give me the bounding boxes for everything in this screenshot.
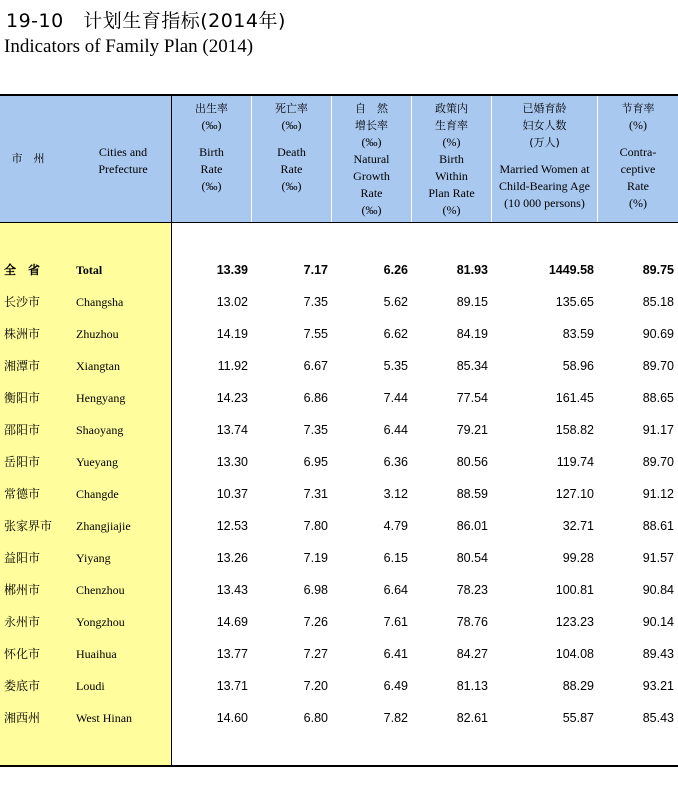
cell-birth: 13.43 bbox=[216, 583, 248, 597]
table-row bbox=[0, 510, 678, 542]
header-birth-zh: 出生率 bbox=[195, 102, 228, 115]
cell-contra: 90.14 bbox=[642, 615, 674, 629]
header-city-en bbox=[80, 144, 166, 180]
city-name-en: West Hinan bbox=[76, 711, 133, 725]
table-row bbox=[0, 542, 678, 574]
cell-death: 7.26 bbox=[303, 615, 328, 629]
cell-death: 6.67 bbox=[303, 359, 328, 373]
cell-policy: 88.59 bbox=[456, 487, 488, 501]
header-natural-zh2: 增长率 bbox=[355, 119, 388, 132]
cell-birth: 14.69 bbox=[216, 615, 248, 629]
cell-death: 6.98 bbox=[303, 583, 328, 597]
cell-death: 6.95 bbox=[303, 455, 328, 469]
cell-married: 83.59 bbox=[562, 327, 594, 341]
city-name-cn: 永州市 bbox=[4, 615, 41, 629]
cell-contra: 91.57 bbox=[642, 551, 674, 565]
header-policy-en2: Within bbox=[435, 169, 468, 183]
header-birth-rate bbox=[172, 100, 251, 226]
header-contra-unit: (%) bbox=[629, 118, 647, 132]
cell-natural: 5.62 bbox=[383, 295, 408, 309]
cell-married: 158.82 bbox=[555, 423, 594, 437]
city-name-en: Huaihua bbox=[76, 647, 117, 661]
cell-death: 7.17 bbox=[303, 263, 328, 277]
header-death-rate bbox=[252, 100, 331, 226]
cell-natural: 7.44 bbox=[383, 391, 408, 405]
city-name-en: Loudi bbox=[76, 679, 105, 693]
cell-married: 104.08 bbox=[555, 647, 594, 661]
cell-contra: 89.70 bbox=[642, 455, 674, 469]
cell-contra: 93.21 bbox=[642, 679, 674, 693]
city-name-cn: 张家界市 bbox=[4, 519, 53, 533]
cell-birth: 13.39 bbox=[216, 263, 248, 277]
cell-death: 6.86 bbox=[303, 391, 328, 405]
cell-contra: 89.70 bbox=[642, 359, 674, 373]
cell-contra: 85.43 bbox=[642, 711, 674, 725]
cell-contra: 90.84 bbox=[642, 583, 674, 597]
header-policy-unit: (%) bbox=[442, 135, 461, 149]
cell-death: 6.80 bbox=[303, 711, 328, 725]
cell-married: 32.71 bbox=[562, 519, 594, 533]
cell-natural: 6.44 bbox=[383, 423, 408, 437]
header-policy-zh1: 政策内 bbox=[435, 102, 468, 115]
cell-birth: 13.77 bbox=[216, 647, 248, 661]
city-name-en: Total bbox=[76, 263, 103, 277]
table-row bbox=[0, 318, 678, 350]
cell-policy: 78.23 bbox=[456, 583, 488, 597]
cell-contra: 89.43 bbox=[642, 647, 674, 661]
cell-policy: 79.21 bbox=[456, 423, 488, 437]
cell-married: 123.23 bbox=[555, 615, 594, 629]
header-contra-en3: Rate bbox=[627, 179, 649, 193]
city-name-en: Hengyang bbox=[76, 391, 126, 405]
cell-natural: 6.49 bbox=[383, 679, 408, 693]
city-name-en: Xiangtan bbox=[76, 359, 120, 373]
cell-death: 7.35 bbox=[303, 423, 328, 437]
cell-natural: 6.26 bbox=[383, 263, 408, 277]
cell-policy: 85.34 bbox=[456, 359, 488, 373]
cell-policy: 80.54 bbox=[456, 551, 488, 565]
cell-birth: 13.71 bbox=[216, 679, 248, 693]
cell-death: 7.27 bbox=[303, 647, 328, 661]
cell-contra: 91.17 bbox=[642, 423, 674, 437]
cell-natural: 3.12 bbox=[383, 487, 408, 501]
cell-contra: 89.75 bbox=[642, 263, 674, 277]
city-name-cn: 湘西州 bbox=[4, 711, 41, 725]
header-policy-en1: Birth bbox=[439, 152, 464, 166]
cell-contra: 90.69 bbox=[642, 327, 674, 341]
header-married-en1: Married Women at bbox=[499, 162, 590, 176]
table-row bbox=[0, 446, 678, 478]
cell-married: 100.81 bbox=[555, 583, 594, 597]
table-row bbox=[0, 350, 678, 382]
city-name-cn: 娄底市 bbox=[4, 679, 41, 693]
page-title-cn: 19-10 计划生育指标(2014年) bbox=[6, 10, 286, 32]
cell-birth: 12.53 bbox=[216, 519, 248, 533]
header-contra-en2: ceptive bbox=[620, 162, 656, 176]
city-name-en: Yongzhou bbox=[76, 615, 125, 629]
city-name-cn: 全 省 bbox=[4, 263, 41, 277]
header-natural-en2: Growth bbox=[353, 169, 390, 183]
cell-policy: 78.76 bbox=[456, 615, 488, 629]
cell-natural: 7.61 bbox=[383, 615, 408, 629]
city-name-cn: 湘潭市 bbox=[4, 359, 41, 373]
header-married-zh2: 妇女人数 bbox=[522, 119, 567, 132]
table-row bbox=[0, 606, 678, 638]
header-birth-en2: Rate bbox=[200, 162, 223, 176]
table-row-total bbox=[0, 254, 678, 286]
header-death-unit: (‰) bbox=[281, 118, 302, 132]
cell-natural: 6.15 bbox=[383, 551, 408, 565]
cell-contra: 91.12 bbox=[642, 487, 674, 501]
header-death-en-unit: (‰) bbox=[281, 179, 302, 193]
cell-natural: 6.64 bbox=[383, 583, 408, 597]
city-name-en: Changsha bbox=[76, 295, 124, 309]
cell-birth: 13.30 bbox=[216, 455, 248, 469]
city-name-cn: 岳阳市 bbox=[4, 455, 41, 469]
table-row bbox=[0, 382, 678, 414]
cell-death: 7.80 bbox=[303, 519, 328, 533]
cell-married: 99.28 bbox=[562, 551, 594, 565]
table-row bbox=[0, 286, 678, 318]
cell-married: 1449.58 bbox=[548, 263, 594, 277]
cell-natural: 4.79 bbox=[383, 519, 408, 533]
header-married-women bbox=[492, 100, 597, 226]
city-name-cn: 常德市 bbox=[4, 487, 41, 501]
cell-birth: 13.74 bbox=[216, 423, 248, 437]
cell-death: 7.20 bbox=[303, 679, 328, 693]
cell-married: 58.96 bbox=[562, 359, 594, 373]
table-bottom-rule bbox=[0, 765, 678, 767]
cell-natural: 6.62 bbox=[383, 327, 408, 341]
cell-policy: 77.54 bbox=[456, 391, 488, 405]
city-name-en: Chenzhou bbox=[76, 583, 125, 597]
cell-contra: 85.18 bbox=[642, 295, 674, 309]
header-natural-en1: Natural bbox=[353, 152, 390, 166]
cell-policy: 89.15 bbox=[456, 295, 488, 309]
header-natural-en-unit: (‰) bbox=[361, 203, 382, 217]
cell-married: 55.87 bbox=[562, 711, 594, 725]
cell-policy: 81.13 bbox=[456, 679, 488, 693]
cell-death: 7.31 bbox=[303, 487, 328, 501]
table-row bbox=[0, 670, 678, 702]
city-name-cn: 怀化市 bbox=[4, 647, 41, 661]
cell-death: 7.55 bbox=[303, 327, 328, 341]
header-city-cn-text: 市 州 bbox=[11, 152, 45, 165]
header-death-en1: Death bbox=[277, 145, 306, 159]
table-row bbox=[0, 574, 678, 606]
cell-birth: 11.92 bbox=[217, 359, 248, 373]
cell-birth: 14.19 bbox=[216, 327, 248, 341]
cell-married: 119.74 bbox=[556, 455, 594, 469]
header-birth-en-unit: (‰) bbox=[201, 179, 222, 193]
cell-policy: 80.56 bbox=[456, 455, 488, 469]
city-name-cn: 长沙市 bbox=[4, 295, 41, 309]
city-name-en: Yiyang bbox=[76, 551, 111, 565]
cell-birth: 14.23 bbox=[216, 391, 248, 405]
header-city-en-2: Prefecture bbox=[98, 162, 148, 176]
cell-policy: 86.01 bbox=[456, 519, 488, 533]
cell-contra: 88.61 bbox=[642, 519, 674, 533]
city-name-cn: 衡阳市 bbox=[4, 391, 41, 405]
cell-married: 135.65 bbox=[555, 295, 594, 309]
city-name-cn: 邵阳市 bbox=[4, 423, 41, 437]
header-death-en2: Rate bbox=[280, 162, 303, 176]
header-death-zh: 死亡率 bbox=[275, 102, 308, 115]
page-title-en: Indicators of Family Plan (2014) bbox=[4, 36, 254, 57]
header-married-zh1: 已婚育龄 bbox=[522, 102, 567, 115]
header-natural-growth bbox=[332, 100, 411, 226]
city-name-cn: 株洲市 bbox=[4, 327, 41, 341]
cell-natural: 6.41 bbox=[383, 647, 408, 661]
city-name-en: Zhangjiajie bbox=[76, 519, 131, 533]
table-row bbox=[0, 638, 678, 670]
cell-birth: 13.02 bbox=[216, 295, 248, 309]
cell-natural: 6.36 bbox=[383, 455, 408, 469]
header-city-cn bbox=[8, 150, 48, 170]
header-contra-en1: Contra- bbox=[619, 145, 657, 159]
cell-contra: 88.65 bbox=[642, 391, 674, 405]
header-policy-en-unit: (%) bbox=[442, 203, 461, 217]
cell-married: 161.45 bbox=[555, 391, 594, 405]
header-natural-unit: (‰) bbox=[361, 135, 382, 149]
city-name-en: Yueyang bbox=[76, 455, 118, 469]
table-row bbox=[0, 414, 678, 446]
city-name-en: Changde bbox=[76, 487, 119, 501]
header-policy-en3: Plan Rate bbox=[428, 186, 475, 200]
header-married-en3: (10 000 persons) bbox=[504, 196, 585, 210]
cell-policy: 81.93 bbox=[456, 263, 488, 277]
header-birth-en1: Birth bbox=[199, 145, 224, 159]
cell-policy: 82.61 bbox=[456, 711, 488, 725]
header-contraceptive bbox=[598, 100, 678, 226]
header-policy-birth bbox=[412, 100, 491, 226]
cell-death: 7.35 bbox=[303, 295, 328, 309]
city-name-en: Zhuzhou bbox=[76, 327, 119, 341]
header-city-en-1: Cities and bbox=[98, 145, 148, 159]
cell-policy: 84.19 bbox=[456, 327, 488, 341]
header-contra-en-unit: (%) bbox=[629, 196, 647, 210]
cell-death: 7.19 bbox=[303, 551, 328, 565]
cell-birth: 14.60 bbox=[216, 711, 248, 725]
table-row bbox=[0, 702, 678, 734]
cell-birth: 10.37 bbox=[216, 487, 248, 501]
cell-natural: 5.35 bbox=[383, 359, 408, 373]
city-name-cn: 郴州市 bbox=[4, 583, 41, 597]
header-married-en2: Child-Bearing Age bbox=[499, 179, 590, 193]
city-name-cn: 益阳市 bbox=[4, 551, 41, 565]
cell-married: 88.29 bbox=[562, 679, 594, 693]
cell-natural: 7.82 bbox=[383, 711, 408, 725]
header-natural-en3: Rate bbox=[360, 186, 383, 200]
cell-birth: 13.26 bbox=[216, 551, 248, 565]
header-married-zh3: (万人) bbox=[529, 136, 560, 149]
cell-policy: 84.27 bbox=[456, 647, 488, 661]
header-birth-unit: (‰) bbox=[201, 118, 222, 132]
table-row bbox=[0, 478, 678, 510]
header-natural-zh1: 自 然 bbox=[355, 102, 388, 115]
header-contra-zh: 节育率 bbox=[621, 102, 655, 115]
city-name-en: Shaoyang bbox=[76, 423, 124, 437]
cell-married: 127.10 bbox=[555, 487, 594, 501]
header-policy-zh2: 生育率 bbox=[435, 119, 468, 132]
